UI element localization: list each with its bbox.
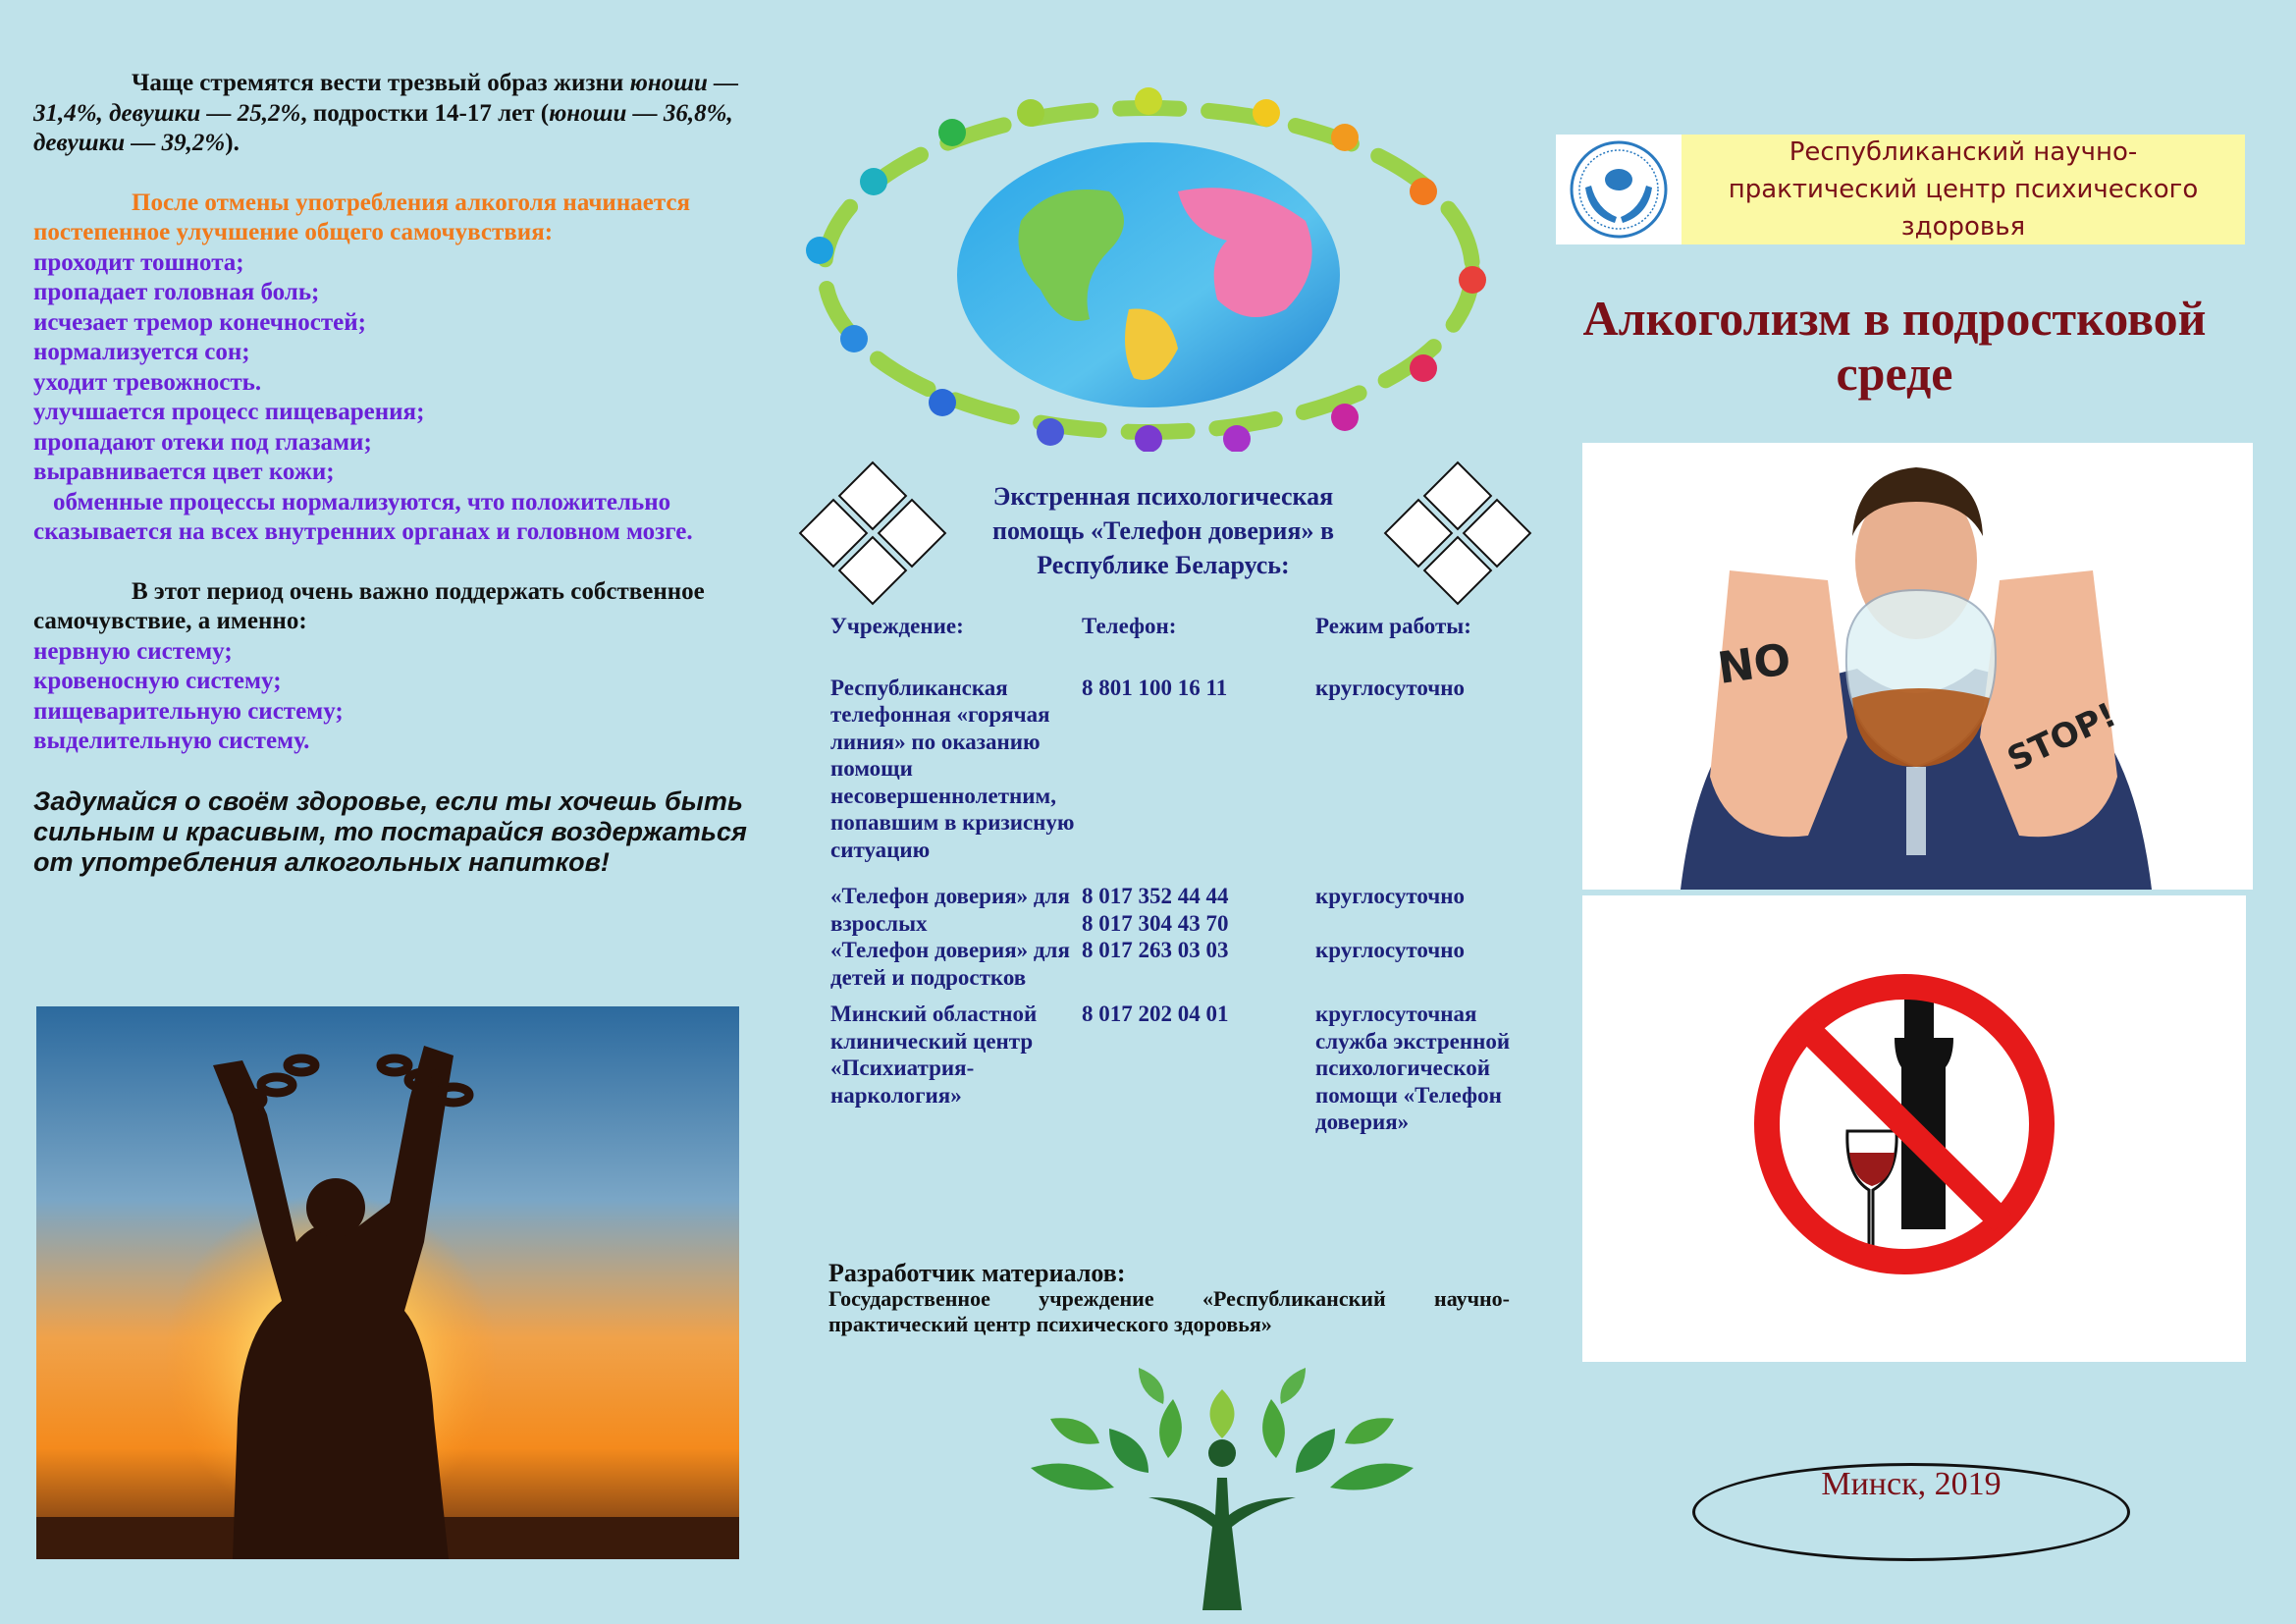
hotline-table — [830, 613, 1518, 1136]
list-item: пищеварительную систему; — [33, 697, 344, 725]
stats-paragraph: Чаще стремятся вести трезвый образ жизни юноши — 31,4%, девушки — 25,2%, подростки 14-17 лет (юноши — 36,8%, девушки — 39,2%). — [33, 70, 739, 156]
appeal-text: Задумайся о своём здоровье, если ты хочешь быть сильным и красивым, то постарайся воздержаться от употребления алкогольных напитков! — [33, 785, 747, 877]
recovery-heading: После отмены употребления алкоголя начинается постепенное улучшение общего самочувствия: — [33, 189, 691, 245]
header-institution: Учреждение: — [830, 614, 964, 638]
list-item: выделительную систему. — [33, 728, 310, 754]
globe-children-illustration — [795, 83, 1502, 452]
footer-city-year: Минск, 2019 — [1821, 1466, 2002, 1502]
org-name: Республиканский научно-практический центр психического здоровья — [1728, 137, 2199, 242]
list-item: уходит тревожность. — [33, 368, 262, 396]
decorative-diamonds-left — [797, 461, 944, 589]
no-hand-text: NO — [1714, 634, 1794, 694]
list-item: выравнивается цвет кожи; — [33, 459, 335, 485]
table-row: «Телефон доверия» для взрослых 8 017 352 44 44 8 017 304 43 70 круглосуточно — [830, 884, 1465, 936]
list-item: обменные процессы нормализуются, что положительно сказывается на всех внутренних органах и головном мозге. — [33, 488, 693, 545]
list-item: нервную систему; — [33, 637, 233, 665]
list-item: проходит тошнота; — [33, 248, 244, 276]
hotline-title: Экстренная психологическая помощь «Телефон доверия» в Республике Беларусь: — [992, 482, 1334, 579]
table-row: «Телефон доверия» для детей и подростков 8 017 263 03 03 круглосуточно — [830, 938, 1465, 990]
developer-text: Государственное учреждение «Республиканский научно-практический центр психического здоровья» — [828, 1286, 1510, 1336]
header-phone: Телефон: — [1082, 614, 1177, 638]
list-item: исчезает тремор конечностей; — [33, 308, 366, 336]
brochure-title: Алкоголизм в подростковой среде — [1582, 291, 2207, 401]
support-heading: В этот период очень важно поддержать собственное самочувствие, а именно: — [33, 577, 705, 634]
teen-refusing-alcohol-photo — [1582, 443, 2253, 890]
tree-logo — [991, 1360, 1453, 1610]
list-item: пропадает головная боль; — [33, 279, 320, 305]
left-column — [33, 69, 772, 878]
table-row: Минский областной клинический центр «Психиатрия-наркология» 8 017 202 04 01 круглосуточная служба экстренной психологической помощи «Телефон доверия» — [830, 1001, 1511, 1134]
list-item: кровеносную систему; — [33, 668, 282, 694]
table-header-row — [830, 613, 1518, 640]
developer-label: Разработчик материалов: — [828, 1259, 1126, 1287]
org-header — [1556, 135, 2245, 244]
list-item: улучшается процесс пищеварения; — [33, 399, 425, 425]
org-logo — [1556, 135, 1682, 244]
systems-list — [33, 637, 772, 757]
header-hours: Режим работы: — [1315, 614, 1471, 638]
no-alcohol-sign — [1582, 895, 2246, 1362]
list-item: пропадают отеки под глазами; — [33, 428, 372, 456]
breaking-chains-photo — [36, 1006, 739, 1559]
improvements-list — [33, 248, 772, 548]
stop-hand-text: STOP! — [2002, 695, 2122, 780]
table-row: Республиканская телефонная «горячая линия» по оказанию помощи несовершеннолетним, попавшим в кризисную ситуацию 8 801 100 16 11 круглосуточно — [830, 675, 1465, 862]
list-item: нормализуется сон; — [33, 339, 250, 365]
decorative-diamonds-right — [1382, 461, 1529, 589]
